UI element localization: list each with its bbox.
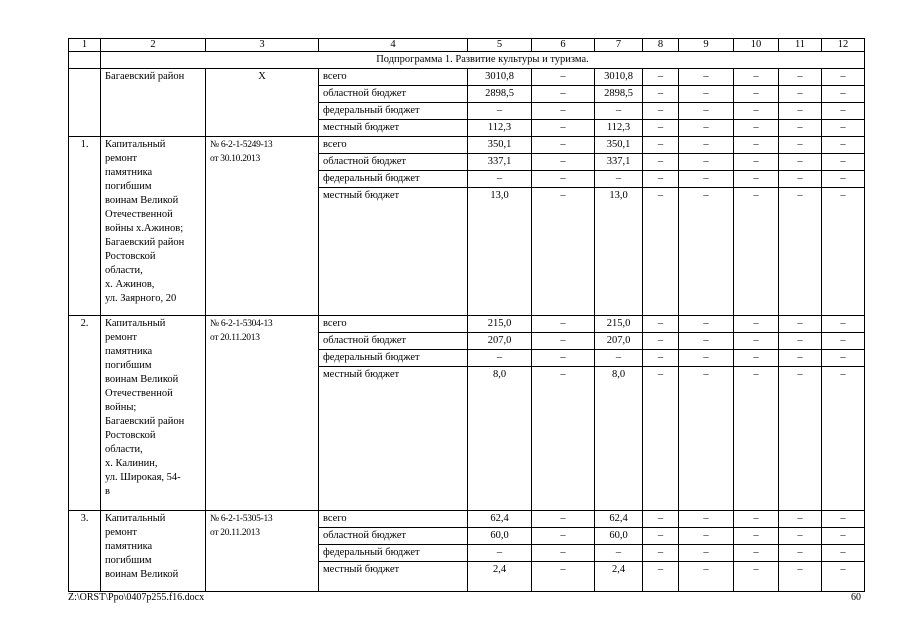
value-cell-6: – [532,86,595,103]
value-cell-9: – [679,188,734,316]
value-cell-6: – [532,333,595,350]
value-cell-11: – [779,86,822,103]
document-reference: № 6-2-1-5305-13 от 20.11.2013 [206,511,319,592]
budget-row [69,69,865,86]
value-cell-8: – [643,137,679,154]
funding-source: федеральный бюджет [319,545,468,562]
value-cell-11: – [779,562,822,592]
value-cell-12: – [822,333,865,350]
value-cell-8: – [643,316,679,333]
item-number: 1. [69,137,101,316]
empty-cell [69,52,101,69]
column-number-3: 3 [206,39,319,52]
value-cell-9: – [679,103,734,120]
value-cell-9: – [679,528,734,545]
column-number-6: 6 [532,39,595,52]
item-number: 2. [69,316,101,511]
value-cell-8: – [643,528,679,545]
value-cell-9: – [679,367,734,511]
value-cell-5: – [468,171,532,188]
value-cell-12: – [822,316,865,333]
funding-source: местный бюджет [319,367,468,511]
value-cell-7: 112,3 [595,120,643,137]
value-cell-9: – [679,350,734,367]
value-cell-11: – [779,333,822,350]
value-cell-5: 2898,5 [468,86,532,103]
value-cell-9: – [679,137,734,154]
value-cell-5: 112,3 [468,120,532,137]
column-number-2: 2 [101,39,206,52]
item-number [69,69,101,137]
value-cell-9: – [679,120,734,137]
value-cell-8: – [643,333,679,350]
value-cell-7: 2,4 [595,562,643,592]
funding-source: федеральный бюджет [319,171,468,188]
funding-source: областной бюджет [319,528,468,545]
value-cell-10: – [734,562,779,592]
column-number-1: 1 [69,39,101,52]
value-cell-8: – [643,350,679,367]
value-cell-12: – [822,367,865,511]
value-cell-10: – [734,171,779,188]
subprogram-row [69,52,865,69]
value-cell-12: – [822,350,865,367]
value-cell-6: – [532,171,595,188]
funding-table [68,38,865,592]
value-cell-5: 215,0 [468,316,532,333]
value-cell-10: – [734,367,779,511]
value-cell-12: – [822,528,865,545]
value-cell-11: – [779,367,822,511]
funding-source: федеральный бюджет [319,350,468,367]
value-cell-6: – [532,103,595,120]
footer-page-number: 60 [851,592,861,603]
value-cell-9: – [679,154,734,171]
value-cell-7: – [595,103,643,120]
column-number-8: 8 [643,39,679,52]
value-cell-11: – [779,545,822,562]
value-cell-9: – [679,333,734,350]
value-cell-7: – [595,350,643,367]
item-number: 3. [69,511,101,592]
value-cell-8: – [643,171,679,188]
value-cell-10: – [734,69,779,86]
column-number-4: 4 [319,39,468,52]
value-cell-11: – [779,154,822,171]
value-cell-10: – [734,545,779,562]
value-cell-7: 2898,5 [595,86,643,103]
value-cell-10: – [734,528,779,545]
value-cell-11: – [779,350,822,367]
value-cell-5: 62,4 [468,511,532,528]
funding-source: областной бюджет [319,333,468,350]
column-number-row [69,39,865,52]
value-cell-12: – [822,154,865,171]
funding-source: всего [319,316,468,333]
footer-file-path: Z:\ORST\Ppo\0407p255.f16.docx [68,592,205,603]
budget-row [69,511,865,528]
value-cell-10: – [734,137,779,154]
value-cell-5: 3010,8 [468,69,532,86]
budget-row [69,137,865,154]
value-cell-5: 60,0 [468,528,532,545]
value-cell-6: – [532,188,595,316]
value-cell-6: – [532,367,595,511]
object-name: Капитальный ремонт памятника погибшим воинам Великой Отечественной войны х.Ажинов; Багаевский район Ростовской области, х. Ажинов, ул. Заярного, 20 [101,137,206,316]
funding-source: областной бюджет [319,154,468,171]
value-cell-8: – [643,367,679,511]
subprogram-title: Подпрограмма 1. Развитие культуры и туризма. [101,52,865,69]
value-cell-11: – [779,188,822,316]
value-cell-5: – [468,545,532,562]
value-cell-12: – [822,103,865,120]
value-cell-6: – [532,120,595,137]
value-cell-7: 60,0 [595,528,643,545]
value-cell-10: – [734,103,779,120]
value-cell-6: – [532,350,595,367]
value-cell-5: 337,1 [468,154,532,171]
value-cell-9: – [679,545,734,562]
value-cell-6: – [532,511,595,528]
value-cell-7: 8,0 [595,367,643,511]
value-cell-9: – [679,86,734,103]
value-cell-7: – [595,171,643,188]
value-cell-6: – [532,562,595,592]
funding-source: местный бюджет [319,188,468,316]
budget-row [69,316,865,333]
value-cell-9: – [679,562,734,592]
value-cell-10: – [734,188,779,316]
value-cell-12: – [822,562,865,592]
value-cell-9: – [679,316,734,333]
value-cell-5: 207,0 [468,333,532,350]
object-name: Багаевский район [101,69,206,137]
value-cell-11: – [779,120,822,137]
value-cell-8: – [643,545,679,562]
value-cell-11: – [779,511,822,528]
value-cell-12: – [822,511,865,528]
value-cell-6: – [532,154,595,171]
value-cell-9: – [679,511,734,528]
value-cell-7: 3010,8 [595,69,643,86]
value-cell-6: – [532,528,595,545]
value-cell-5: 2,4 [468,562,532,592]
value-cell-5: 13,0 [468,188,532,316]
value-cell-8: – [643,103,679,120]
value-cell-6: – [532,545,595,562]
value-cell-8: – [643,69,679,86]
value-cell-12: – [822,188,865,316]
column-number-11: 11 [779,39,822,52]
value-cell-10: – [734,154,779,171]
value-cell-7: 62,4 [595,511,643,528]
column-number-7: 7 [595,39,643,52]
value-cell-5: – [468,350,532,367]
value-cell-12: – [822,137,865,154]
value-cell-7: 13,0 [595,188,643,316]
value-cell-11: – [779,528,822,545]
funding-source: областной бюджет [319,86,468,103]
value-cell-8: – [643,86,679,103]
value-cell-10: – [734,120,779,137]
value-cell-11: – [779,137,822,154]
funding-source: всего [319,69,468,86]
value-cell-11: – [779,316,822,333]
column-number-10: 10 [734,39,779,52]
value-cell-12: – [822,120,865,137]
object-name: Капитальный ремонт памятника погибшим воинам Великой [101,511,206,592]
value-cell-7: 207,0 [595,333,643,350]
value-cell-11: – [779,103,822,120]
value-cell-8: – [643,120,679,137]
value-cell-7: – [595,545,643,562]
column-number-12: 12 [822,39,865,52]
value-cell-7: 215,0 [595,316,643,333]
funding-source: местный бюджет [319,562,468,592]
value-cell-7: 350,1 [595,137,643,154]
value-cell-5: – [468,103,532,120]
value-cell-8: – [643,562,679,592]
document-reference: № 6-2-1-5304-13 от 20.11.2013 [206,316,319,511]
document-reference: № 6-2-1-5249-13 от 30.10.2013 [206,137,319,316]
value-cell-8: – [643,511,679,528]
value-cell-10: – [734,86,779,103]
value-cell-6: – [532,137,595,154]
value-cell-10: – [734,316,779,333]
value-cell-6: – [532,69,595,86]
funding-source: всего [319,511,468,528]
value-cell-9: – [679,171,734,188]
funding-source: федеральный бюджет [319,103,468,120]
value-cell-12: – [822,86,865,103]
value-cell-11: – [779,171,822,188]
value-cell-5: 350,1 [468,137,532,154]
value-cell-10: – [734,333,779,350]
value-cell-9: – [679,69,734,86]
value-cell-8: – [643,154,679,171]
value-cell-12: – [822,171,865,188]
funding-source: всего [319,137,468,154]
object-name: Капитальный ремонт памятника погибшим воинам Великой Отечественной войны; Багаевский район Ростовской области, х. Калинин, ул. Широкая, 54- в [101,316,206,511]
value-cell-5: 8,0 [468,367,532,511]
value-cell-8: – [643,188,679,316]
column-number-9: 9 [679,39,734,52]
document-reference: Х [206,69,319,137]
value-cell-7: 337,1 [595,154,643,171]
value-cell-12: – [822,69,865,86]
value-cell-12: – [822,545,865,562]
value-cell-11: – [779,69,822,86]
funding-source: местный бюджет [319,120,468,137]
value-cell-10: – [734,511,779,528]
value-cell-10: – [734,350,779,367]
value-cell-6: – [532,316,595,333]
column-number-5: 5 [468,39,532,52]
